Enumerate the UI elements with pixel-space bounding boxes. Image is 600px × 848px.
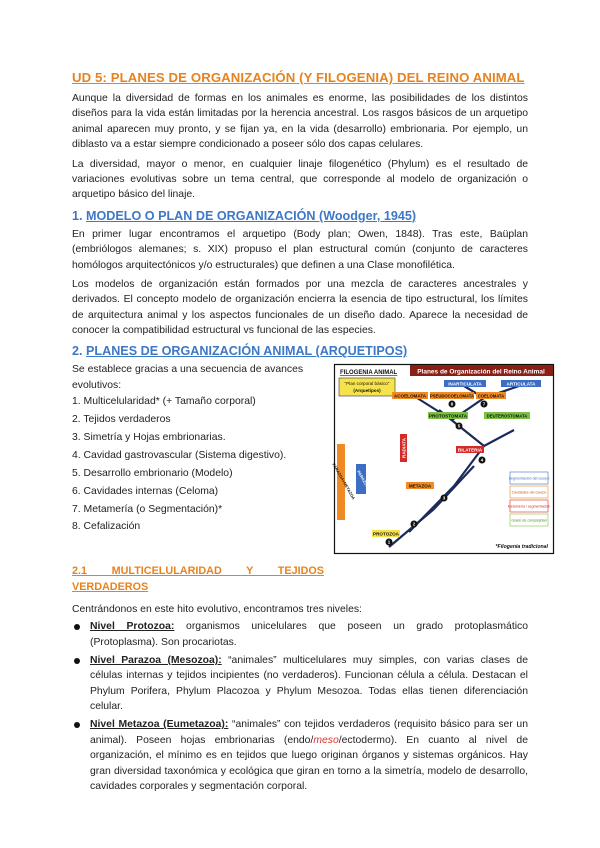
- section-2-left-column: [72, 362, 330, 536]
- node-acoelomata: ACOELOMATA: [393, 393, 427, 399]
- level-name: Nivel Parazoa (Mesozoa):: [90, 654, 222, 666]
- section-2-heading: 2. PLANES DE ORGANIZACIÓN ANIMAL (ARQUETIPOS): [72, 344, 408, 359]
- node-metazoa: METAZOA: [408, 483, 432, 489]
- node-parazoa: PARAZOA: [356, 470, 371, 490]
- section-1-paragraph-2: Los modelos de organización están formados por una mezcla de caracteres ancestrales y derivados. El concepto modelo de organización encierra la esencia de tipo estructural, los límites de arquitectura animal y los aspectos funcionales de un diseño dado. Aparece la necesidad de conocer la compatibilidad estructural vs funcional de las especies.: [72, 278, 528, 337]
- node-deuterostomata: DEUTEROSTOMATA: [486, 413, 528, 419]
- legend-item: Grado de complejidad: [511, 518, 547, 523]
- level-item-protozoa: [72, 619, 528, 650]
- bullet-icon: [74, 658, 80, 664]
- step-item: 3. Simetría y Hojas embrionarias.: [72, 432, 226, 444]
- level-text-continued: /ectodermo). En cuanto al nivel de organización, el mínimo es en tejidos que luego originan órganos y sistemas orgánicos. Hay gran diversidad taxonómica y ecológica que giran en torno a la simetría, modelo de desarrollo, cavidades corporales y segmentación corporal.: [90, 734, 528, 793]
- branch-number: 7: [482, 402, 486, 408]
- section-1-heading: 1. MODELO O PLAN DE ORGANIZACIÓN (Woodger, 1945): [72, 208, 417, 223]
- node-protostomata: PROTOSTOMATA: [428, 413, 468, 419]
- legend-item: Segmentación del cuerpo: [508, 476, 550, 481]
- node-protozoa: PROTOZOA: [373, 531, 399, 537]
- phylogeny-diagram-svg: [331, 364, 554, 554]
- intro-paragraph-1: Aunque la diversidad de formas en los animales es enorme, las posibilidades de los distintos diseños para la vida están limitadas por la herencia ancestral. Los rasgos básicos de un arquetipo animal aparecen muy pronto, y se fijan ya, en la vida (desarrollo) embrionaria. Por ejemplo, un diblasto va a estar siempre condicionado a poseer sólo dos capas celulares.: [72, 93, 528, 151]
- section-2-lead: Se establece gracias a una secuencia de avances evolutivos:: [72, 364, 304, 391]
- branch-number: 1: [387, 540, 391, 546]
- level-name: Nivel Protozoa:: [90, 621, 175, 633]
- plan-box-label-2: (Arquetipos): [353, 388, 381, 394]
- node-radiata: RADIATA: [401, 438, 407, 459]
- step-item: 6. Cavidades internas (Celoma): [72, 485, 219, 497]
- intro-paragraph-2: La diversidad, mayor o menor, en cualquier linaje filogenético (Phylum) es el resultado de variaciones evolutivas sobre un tema central, que corresponde al modelo de organización o arquetipo básico del linaje.: [72, 158, 528, 201]
- step-item: 7. Metamería (o Segmentación)*: [72, 503, 223, 515]
- diagram-header-left: FILOGENIA ANIMAL: [340, 370, 398, 377]
- branch-number: 6: [450, 402, 454, 408]
- level-text: organismos unicelulares que poseen un grado protoplasmático (Protoplasma). Son procariotas.: [90, 621, 528, 648]
- step-item: 4. Cavidad gastrovascular (Sistema digestivo).: [72, 449, 287, 461]
- subsection-2-1-heading: 2.1 MULTICELULARIDAD Y TEJIDOS VERDADEROS: [72, 565, 324, 594]
- node-inarticulata: INARTICULATA: [448, 381, 482, 387]
- bullet-icon: [74, 624, 80, 630]
- level-name: Nivel Metazoa (Eumetazoa):: [90, 719, 229, 731]
- branch-number: 2: [412, 522, 416, 528]
- evolutionary-steps-list: [72, 393, 330, 536]
- branch-number: 3: [442, 496, 446, 502]
- meso-highlight: meso: [313, 734, 339, 746]
- diagram-footnote: *Filogenia tradicional: [495, 544, 548, 551]
- diagram-header-title: Planes de Organización del Reino Animal: [417, 368, 545, 376]
- branch-number: 4: [480, 458, 484, 464]
- node-coelomata: COELOMATA: [477, 393, 505, 399]
- node-pseudocoelomata: PSEUDOCOELOMATA: [429, 393, 475, 399]
- phylogeny-diagram: [331, 364, 554, 554]
- section-2-title: PLANES DE ORGANIZACIÓN ANIMAL (ARQUETIPOS): [86, 344, 408, 359]
- legend-item: Cavidades del cuerpo: [511, 490, 547, 495]
- level-item-parazoa: [72, 653, 528, 715]
- node-articulata: ARTICULATA: [506, 381, 536, 387]
- section-2-body: [72, 362, 551, 560]
- node-metameria: PARAZOA+METAZOA: [331, 462, 357, 501]
- section-1-paragraph-1: En primer lugar encontramos el arquetipo (Body plan; Owen, 1848). Tras este, Baüplan (embriólogos alemanes; s. XIX) propuso el plan estructural común (conjunto de caracteres homólogos arquitectónicos y/o estructurales) que definen a una Clase monofilética.: [72, 228, 528, 271]
- level-item-metazoa: [72, 717, 528, 794]
- plan-box-label-1: "Plan corporal básico": [344, 381, 390, 387]
- document-page: [72, 70, 551, 797]
- step-item: 2. Tejidos verdaderos: [72, 414, 171, 426]
- step-item: 8. Cefalización: [72, 521, 141, 533]
- bullet-icon: [74, 722, 80, 728]
- node-bilateria: BILATERIA: [457, 447, 483, 453]
- section-1-title: MODELO O PLAN DE ORGANIZACIÓN (Woodger, 1945): [86, 208, 417, 223]
- branch-number: 5: [457, 424, 461, 430]
- subsection-2-1-lead: Centrándonos en este hito evolutivo, encontramos tres niveles:: [72, 603, 362, 615]
- level-text: “animales” multicelulares muy simples, con varias clases de células internas y tejidos incipientes (no verdaderos). Funcionan célula a célula. Destacan el Phylum Porifera, Phylum Placozoa y Phylum Mesozoa. Todas ellas tienen diferenciación celular.: [90, 654, 528, 713]
- legend-item: Metamería / segmentación: [507, 504, 551, 509]
- organization-levels-list: [72, 619, 528, 794]
- document-title: UD 5: PLANES DE ORGANIZACIÓN (Y FILOGENIA) DEL REINO ANIMAL: [72, 70, 525, 85]
- step-item: 5. Desarrollo embrionario (Modelo): [72, 467, 233, 479]
- level-text: “animales” con tejidos verdaderos (requisito básico para ser un animal). Poseen hojas embrionarias (endo/: [90, 719, 528, 746]
- step-item: 1. Multicelularidad* (+ Tamaño corporal): [72, 396, 256, 408]
